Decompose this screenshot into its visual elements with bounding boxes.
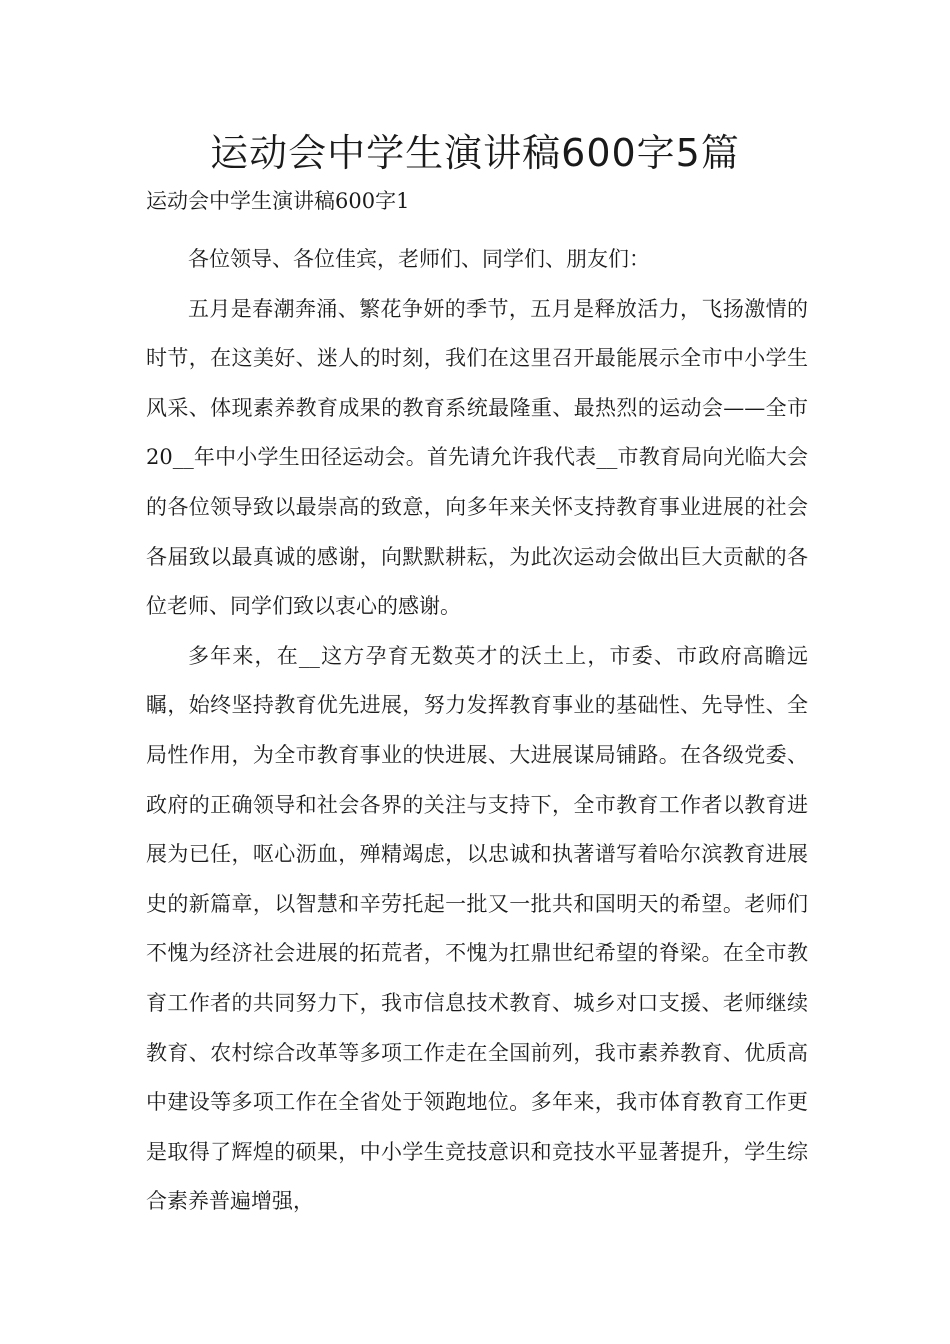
document-subtitle: 运动会中学生演讲稿600字1 [146,189,410,213]
paragraph-opening: 五月是春潮奔涌、繁花争妍的季节，五月是释放活力，飞扬激情的时节，在这美好、迷人的时刻，我们在这里召开最能展示全市中小学生风采、体现素养教育成果的教育系统最隆重、最热烈的运动会——全市20__年中小学生田径运动会。首先请允许我代表__市教育局向光临大会的各位领导致以最崇高的致意，向多年来关怀支持教育事业进展的社会各届致以最真诚的感谢，向默默耕耘，为此次运动会做出巨大贡献的各位老师、同学们致以衷心的感谢。 [146,296,808,619]
paragraph-greeting: 各位领导、各位佳宾，老师们、同学们、朋友们： [188,247,650,271]
document-title: 运动会中学生演讲稿600字5篇 [210,131,740,175]
document-body [146,235,808,1227]
paragraph-achievements: 多年来，在__这方孕育无数英才的沃土上，市委、市政府高瞻远瞩，始终坚持教育优先进展，努力发挥教育事业的基础性、先导性、全局性作用，为全市教育事业的快进展、大进展谋局铺路。在各级党委、政府的正确领导和社会各界的关注与支持下，全市教育工作者以教育进展为已任，呕心沥血，殚精竭虑，以忠诚和执著谱写着哈尔滨教育进展史的新篇章，以智慧和辛劳托起一批又一批共和国明天的希望。老师们不愧为经济社会进展的拓荒者，不愧为扛鼎世纪希望的脊梁。在全市教育工作者的共同努力下，我市信息技术教育、城乡对口支援、老师继续教育、农村综合改革等多项工作走在全国前列，我市素养教育、优质高中建设等多项工作在全省处于领跑地位。多年来，我市体育教育工作更是取得了辉煌的硕果，中小学生竞技意识和竞技水平显著提升，学生综合素养普遍增强， [146,643,808,1214]
